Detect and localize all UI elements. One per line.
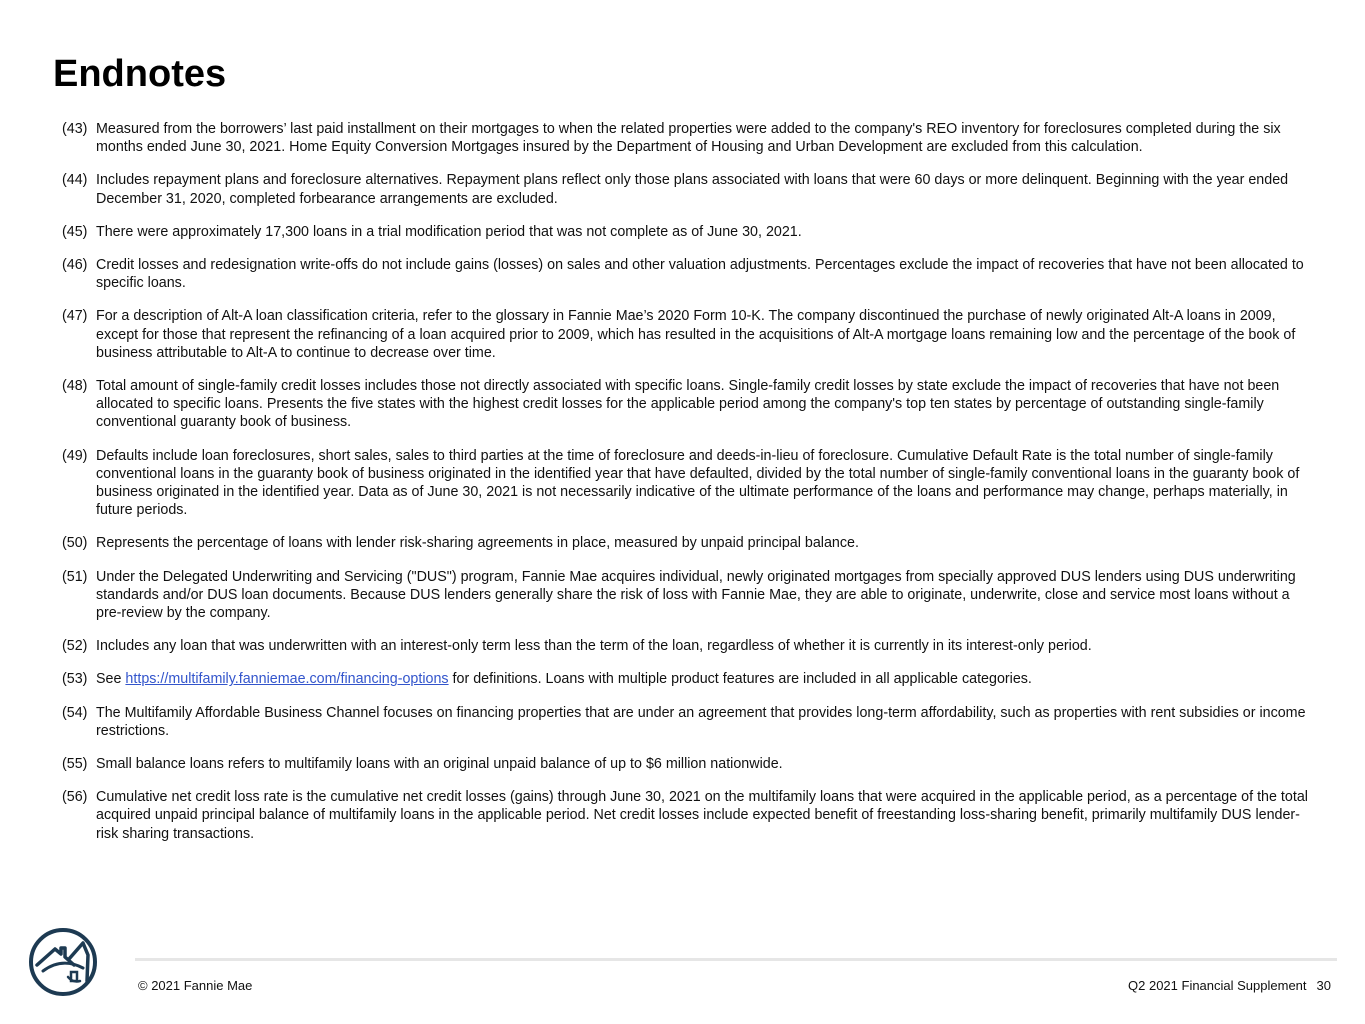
endnote-43 bbox=[62, 120, 1312, 156]
endnote-text: Total amount of single-family credit losses includes those not directly associated with specific loans. Single-family credit losses by state exclude the impact of recoveries that have not been allocated to specific loans. Presents the five states with the highest credit losses for the applicable period among the company's top ten states by percentage of outstanding single-family conventional guaranty book of business. bbox=[96, 378, 1280, 431]
endnote-number: (55) bbox=[62, 756, 88, 773]
endnote-number: (49) bbox=[62, 447, 88, 464]
endnote-number: (48) bbox=[62, 378, 88, 395]
footer-copyright: © 2021 Fannie Mae bbox=[138, 978, 253, 993]
endnote-number: (56) bbox=[62, 789, 88, 806]
endnote-text: Defaults include loan foreclosures, short sales, sales to third parties at the time of foreclosure and deeds-in-lieu of foreclosure. Cumulative Default Rate is the total number of single-family conventional loans in the guaranty book of business originated in the identified year that have defaulted, divided by the total number of single-family conventional loans in the guaranty book of business originated in the identified year. Data as of June 30, 2021 is not necessarily indicative of the ultimate performance of the loans and performance may change, perhaps materially, in future periods. bbox=[96, 447, 1300, 519]
endnote-text bbox=[96, 670, 1312, 688]
endnote-54 bbox=[62, 704, 1312, 740]
endnote-52 bbox=[62, 637, 1312, 655]
endnote-text: Small balance loans refers to multifamily loans with an original unpaid balance of up to $6 million nationwide. bbox=[96, 756, 783, 773]
endnote-46 bbox=[62, 256, 1312, 292]
endnote-number: (53) bbox=[62, 671, 88, 688]
endnote-53 bbox=[62, 670, 1312, 688]
footer-document-info bbox=[1128, 978, 1331, 993]
endnote-text: Represents the percentage of loans with lender risk-sharing agreements in place, measured by unpaid principal balance. bbox=[96, 535, 859, 552]
endnote-number: (45) bbox=[62, 223, 88, 240]
endnote-text: Measured from the borrowers’ last paid installment on their mortgages to when the related properties were added to the company's REO inventory for foreclosures completed during the six months ended June 30, 2021. Home Equity Conversion Mortgages insured by the Department of Housing and Urban Development are excluded from this calculation. bbox=[96, 121, 1281, 156]
endnote-51 bbox=[62, 568, 1312, 623]
endnote-number: (51) bbox=[62, 568, 88, 585]
endnote-text: Includes any loan that was underwritten with an interest-only term less than the term of the loan, regardless of whether it is currently in its interest-only period. bbox=[96, 638, 1092, 655]
endnote-47 bbox=[62, 307, 1312, 362]
endnote-number: (50) bbox=[62, 535, 88, 552]
endnote-49 bbox=[62, 447, 1312, 520]
endnotes-list bbox=[62, 120, 1312, 858]
endnote-number: (47) bbox=[62, 308, 88, 325]
endnote-text: There were approximately 17,300 loans in a trial modification period that was not complete as of June 30, 2021. bbox=[96, 223, 802, 240]
financing-options-link[interactable]: https://multifamily.fanniemae.com/financing-options bbox=[125, 671, 449, 688]
endnote-text: Under the Delegated Underwriting and Servicing ("DUS") program, Fannie Mae acquires individual, newly originated mortgages from specially approved DUS lenders using DUS underwriting standards and/or DUS loan documents. Because DUS lenders generally share the risk of loss with Fannie Mae, they are able to originate, underwrite, close and service most loans without a pre-review by the company. bbox=[96, 568, 1296, 622]
endnote-text: Cumulative net credit loss rate is the cumulative net credit losses (gains) through June 30, 2021 on the multifamily loans that were acquired in the applicable period, as a percentage of the total acquired unpaid principal balance of multifamily loans in the applicable period. Net credit losses include expected benefit of freestanding loss-sharing benefit, primarily multifamily DUS lender-risk sharing transactions. bbox=[96, 789, 1308, 842]
footer-divider bbox=[135, 958, 1337, 961]
endnote-55 bbox=[62, 755, 1312, 773]
endnote-number: (46) bbox=[62, 257, 88, 274]
endnote-number: (44) bbox=[62, 172, 88, 189]
endnote-48 bbox=[62, 377, 1312, 432]
endnote-text: Includes repayment plans and foreclosure alternatives. Repayment plans reflect only those plans associated with loans that were 60 days or more delinquent. Beginning with the year ended December 31, 2020, completed forbearance arrangements are excluded. bbox=[96, 172, 1289, 207]
endnote-50 bbox=[62, 534, 1312, 552]
fannie-mae-house-logo-icon bbox=[28, 927, 98, 997]
endnote-text: Credit losses and redesignation write-offs do not include gains (losses) on sales and other valuation adjustments. Percentages exclude the impact of recoveries that have not been allocated to specific loans. bbox=[96, 257, 1304, 292]
endnote-text: The Multifamily Affordable Business Channel focuses on financing properties that are under an agreement that provides long-term affordability, such as properties with rent subsidies or income restrictions. bbox=[96, 704, 1306, 739]
endnote-44 bbox=[62, 171, 1312, 207]
footer-document-title: Q2 2021 Financial Supplement bbox=[1128, 978, 1307, 993]
endnote-56 bbox=[62, 788, 1312, 843]
endnote-suffix: for definitions. Loans with multiple product features are included in all applicable categories. bbox=[448, 671, 1032, 688]
endnote-text: For a description of Alt-A loan classification criteria, refer to the glossary in Fannie Mae’s 2020 Form 10-K. The company discontinued the purchase of newly originated Alt-A loans in 2009, except for those that represent the refinancing of a loan acquired prior to 2009, which has resulted in the acquisitions of Alt-A mortgage loans remaining low and the percentage of the book of business attributable to Alt-A to continue to decrease over time. bbox=[96, 308, 1296, 361]
page-number: 30 bbox=[1316, 978, 1331, 993]
endnote-number: (54) bbox=[62, 704, 88, 721]
page-title: Endnotes bbox=[53, 53, 227, 95]
endnote-prefix: See bbox=[96, 671, 126, 688]
endnote-45 bbox=[62, 223, 1312, 241]
endnote-number: (43) bbox=[62, 121, 88, 137]
endnote-number: (52) bbox=[62, 638, 88, 655]
